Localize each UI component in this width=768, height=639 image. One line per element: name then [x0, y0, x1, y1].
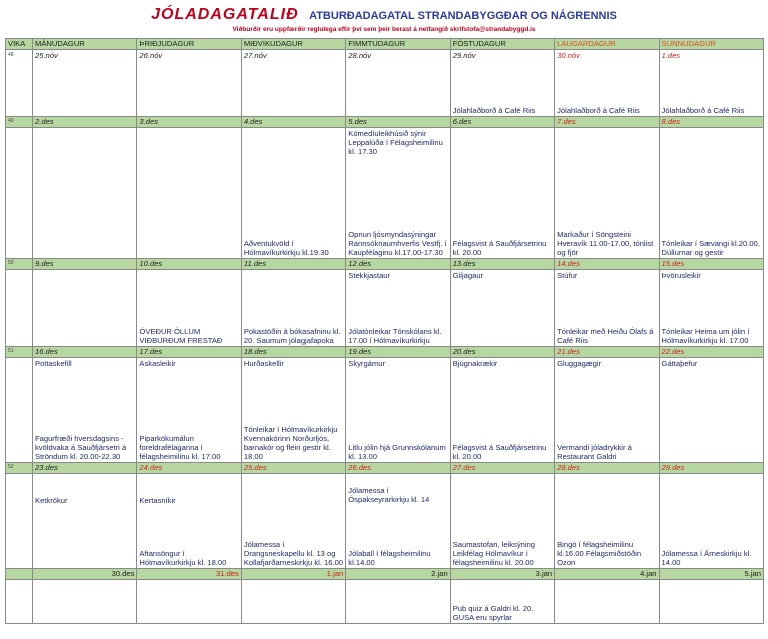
- week-49-events-row: [6, 128, 764, 259]
- event-text: Markaður í Söngsteini Hveravík 11.00-17.00, tónlist og fjör: [557, 230, 654, 257]
- event-text: Tónleikar Heima um jólin í Hólmavíkurkirkju kl. 17.00: [661, 327, 750, 345]
- date-label: 18.des: [241, 347, 345, 358]
- event-text: Pottaskefill: [35, 359, 72, 368]
- day-cell: [241, 50, 345, 117]
- date-label: 8.des: [659, 117, 763, 128]
- event-text: Félagsvist á Sauðfjársetrinu kl. 20.00: [452, 443, 547, 461]
- date-label: 4.jan: [555, 569, 659, 580]
- date-label: 2.des: [33, 117, 137, 128]
- date-label: 30.des: [33, 569, 137, 580]
- day-cell: [241, 580, 345, 624]
- week-50-date-row: [6, 259, 764, 270]
- event-text: Stúfur: [557, 271, 578, 280]
- col-header-week: VIKA: [6, 39, 33, 50]
- day-cell: [33, 474, 137, 569]
- week-48-row: [6, 50, 764, 117]
- week-1-date-row: [6, 569, 764, 580]
- event-text: Jólaball í félagsheimilinu kl.14.00: [348, 549, 431, 567]
- page-subtitle: ATBURÐADAGATAL STRANDABYGGÐAR OG NÁGRENNIS: [309, 10, 617, 22]
- event-text: Kertasníkir: [139, 496, 176, 505]
- day-cell: [450, 358, 554, 463]
- day-cell: [346, 50, 450, 117]
- day-cell: [241, 474, 345, 569]
- event-text: Bjúgnakrækir: [452, 359, 498, 368]
- event-text: Jólamessa í Drangsneskapellu kl. 13 og Kollafjarðarneskirkju kl. 16.00: [243, 540, 344, 567]
- week-number: 51: [6, 347, 33, 358]
- day-cell: [659, 270, 763, 347]
- week-49-date-row: [6, 117, 764, 128]
- event-text: Tónleikar með Heiðu Ólafs á Café Riis: [557, 327, 654, 345]
- update-note: Viðburðir eru uppfærðir reglulega eftir því sem þeir berast á netfangið skrifstofa@strandabyggd.is: [232, 26, 536, 33]
- event-text: Jólamessa í Árneskirkju kl. 14.00: [661, 549, 752, 567]
- day-cell: [555, 128, 659, 259]
- day-cell: [346, 128, 450, 259]
- day-cell: [137, 474, 241, 569]
- day-cell: [33, 270, 137, 347]
- week-51-date-row: [6, 347, 764, 358]
- day-cell: [137, 580, 241, 624]
- event-text: Giljagaur: [452, 271, 484, 280]
- week-52-events-row: [6, 474, 764, 569]
- event-text: Hurðaskellir: [243, 359, 284, 368]
- date-label: 28.des: [555, 463, 659, 474]
- event-text: Tónleikar í Sævangi kl.20.00, Dúllurnar og gestir: [661, 239, 760, 257]
- col-header-sunday: SUNNUDAGUR: [659, 39, 763, 50]
- day-cell: [659, 50, 763, 117]
- event-text: Piparkökumálun foreldrafélaganna í félagsheimilinu kl. 17.00: [139, 434, 221, 461]
- week-51-events-row: [6, 358, 764, 463]
- day-cell: [346, 358, 450, 463]
- day-cell: [450, 474, 554, 569]
- date-label: 28.nóv: [348, 51, 372, 60]
- event-text: Jólahlaðborð á Café Riis: [557, 106, 640, 115]
- day-cell: [659, 474, 763, 569]
- day-cell: [137, 128, 241, 259]
- event-text: Opnun ljósmyndasýningar Rannsóknaumhverfis Vestfj. í Kaupfélaginu kl.17.00-17.30: [348, 230, 447, 257]
- day-cell: [555, 580, 659, 624]
- page-title: JÓLADAGATALIÐ: [151, 6, 299, 23]
- event-text: ÓVEÐUR ÖLLUM VIÐBURÐUM FRESTAÐ: [139, 327, 223, 345]
- event-text: Jólahlaðborð á Café Riis: [452, 106, 536, 115]
- date-label: 12.des: [346, 259, 450, 270]
- event-text: Pub quiz á Galdri kl. 20. GUSA eru spyrlar: [452, 604, 534, 622]
- day-cell: [659, 580, 763, 624]
- event-text: Saumastofan, leiksýning Leikfélag Hólmavíkur í félagsheimilinu kl. 20.00: [452, 540, 535, 567]
- day-cell: [659, 358, 763, 463]
- week-number: 48: [6, 50, 33, 117]
- week-number: 49: [6, 117, 33, 128]
- date-label: 3.jan: [450, 569, 554, 580]
- event-text: Pokastöðin á bókasafninu kl. 20. Saumum jólagjafapoka: [243, 327, 341, 345]
- event-text: Félagsvist á Sauðfjársetrinu kl. 20.00: [452, 239, 547, 257]
- event-text: Jólatónleikar Tónskólans kl. 17.00 í Hólmavíkurkirkju: [348, 327, 442, 345]
- date-label: 9.des: [33, 259, 137, 270]
- date-label: 27.des: [450, 463, 554, 474]
- day-cell: [450, 270, 554, 347]
- weekday-header-row: [6, 39, 764, 50]
- date-label: 7.des: [555, 117, 659, 128]
- event-text: Tónleikar í Hólmavíkurkirkju Kvennakórinn Norðurljós, barnakór og fleiri gestir kl. 18.00: [243, 425, 338, 461]
- day-cell: [241, 358, 345, 463]
- day-cell: [33, 50, 137, 117]
- day-cell: [241, 270, 345, 347]
- date-label: 10.des: [137, 259, 241, 270]
- col-header-thursday: FIMMTUDAGUR: [346, 39, 450, 50]
- date-label: 5.des: [346, 117, 450, 128]
- day-cell: [241, 128, 345, 259]
- event-text: Fagurfræði hversdagsins - kvöldvaka á Sauðfjársetri á Ströndum kl. 20.00-22.30: [35, 434, 127, 461]
- week-number: 52: [6, 463, 33, 474]
- week-1-events-row: [6, 580, 764, 624]
- week-number: 50: [6, 259, 33, 270]
- day-cell: [33, 358, 137, 463]
- date-label: 1.jan: [241, 569, 345, 580]
- day-cell: [137, 358, 241, 463]
- event-text: Þvörusleikir: [661, 271, 701, 280]
- date-label: 4.des: [241, 117, 345, 128]
- date-label: 25.nóv: [35, 51, 58, 60]
- date-label: 16.des: [33, 347, 137, 358]
- week-50-events-row: [6, 270, 764, 347]
- event-text: Askasleikir: [139, 359, 176, 368]
- date-label: 2.jan: [346, 569, 450, 580]
- date-label: 5.jan: [659, 569, 763, 580]
- date-label: 15.des: [659, 259, 763, 270]
- event-text: Aðventukvöld í Hólmavíkurkirkju kl.19.30: [243, 239, 329, 257]
- day-cell: [555, 50, 659, 117]
- event-text: Skyrgámur: [348, 359, 385, 368]
- day-cell: [555, 474, 659, 569]
- week-52-date-row: [6, 463, 764, 474]
- date-label: 26.nóv: [139, 51, 163, 60]
- date-label: 1.des: [661, 51, 681, 60]
- date-label: 24.des: [137, 463, 241, 474]
- header: [0, 6, 768, 24]
- col-header-saturday: LAUGARDAGUR: [555, 39, 659, 50]
- day-cell: [555, 270, 659, 347]
- col-header-monday: MÁNUDAGUR: [33, 39, 137, 50]
- event-text: Jólahlaðborð á Café Riis: [661, 106, 745, 115]
- day-cell: [346, 580, 450, 624]
- date-label: 31.des: [137, 569, 241, 580]
- col-header-friday: FÖSTUDAGUR: [450, 39, 554, 50]
- event-text: Litlu jólin hjá Grunnskólanum kl. 13.00: [348, 443, 446, 461]
- day-cell: [137, 50, 241, 117]
- day-cell: [346, 474, 450, 569]
- advent-calendar-table: [5, 38, 764, 624]
- date-label: 11.des: [241, 259, 345, 270]
- col-header-tuesday: ÞRIÐJUDAGUR: [137, 39, 241, 50]
- day-cell: [346, 270, 450, 347]
- date-label: 25.des: [241, 463, 345, 474]
- day-cell: [450, 50, 554, 117]
- date-label: 27.nóv: [243, 51, 267, 60]
- event-text: Aftansöngur í Hólmavíkurkirkju kl. 18.00: [139, 549, 227, 567]
- date-label: 21.des: [555, 347, 659, 358]
- col-header-wednesday: MIÐVIKUDAGUR: [241, 39, 345, 50]
- event-text: Stekkjastaur: [348, 271, 391, 280]
- date-label: 6.des: [450, 117, 554, 128]
- date-label: 22.des: [659, 347, 763, 358]
- date-label: 29.nóv: [452, 51, 476, 60]
- event-text: Gáttaþefur: [661, 359, 698, 368]
- event-text: Gluggagægir: [557, 359, 602, 368]
- event-text: Bingó í félagsheimilinu kl.16.00 Félagsmiðstöðin Ozon: [557, 540, 642, 567]
- event-text: Jólamessa í Óspakseyrarkirkju kl. 14: [348, 486, 430, 504]
- date-label: 29.des: [659, 463, 763, 474]
- day-cell: [555, 358, 659, 463]
- date-label: 3.des: [137, 117, 241, 128]
- event-text: Ketkrókur: [35, 496, 68, 505]
- day-cell: [659, 128, 763, 259]
- date-label: 20.des: [450, 347, 554, 358]
- date-label: 19.des: [346, 347, 450, 358]
- day-cell: [450, 128, 554, 259]
- date-label: 13.des: [450, 259, 554, 270]
- day-cell: [33, 580, 137, 624]
- date-label: 30.nóv: [557, 51, 580, 60]
- date-label: 26.des: [346, 463, 450, 474]
- day-cell: [137, 270, 241, 347]
- event-text: Vermandi jóladrykkir á Restaurant Galdri: [557, 443, 632, 461]
- date-label: 14.des: [555, 259, 659, 270]
- event-text: Kómedíuleikhúsið sýnir Leppalúða í Félagsheimilinu kl. 17.30: [348, 129, 443, 156]
- date-label: 23.des: [33, 463, 137, 474]
- day-cell: [450, 580, 554, 624]
- day-cell: [33, 128, 137, 259]
- date-label: 17.des: [137, 347, 241, 358]
